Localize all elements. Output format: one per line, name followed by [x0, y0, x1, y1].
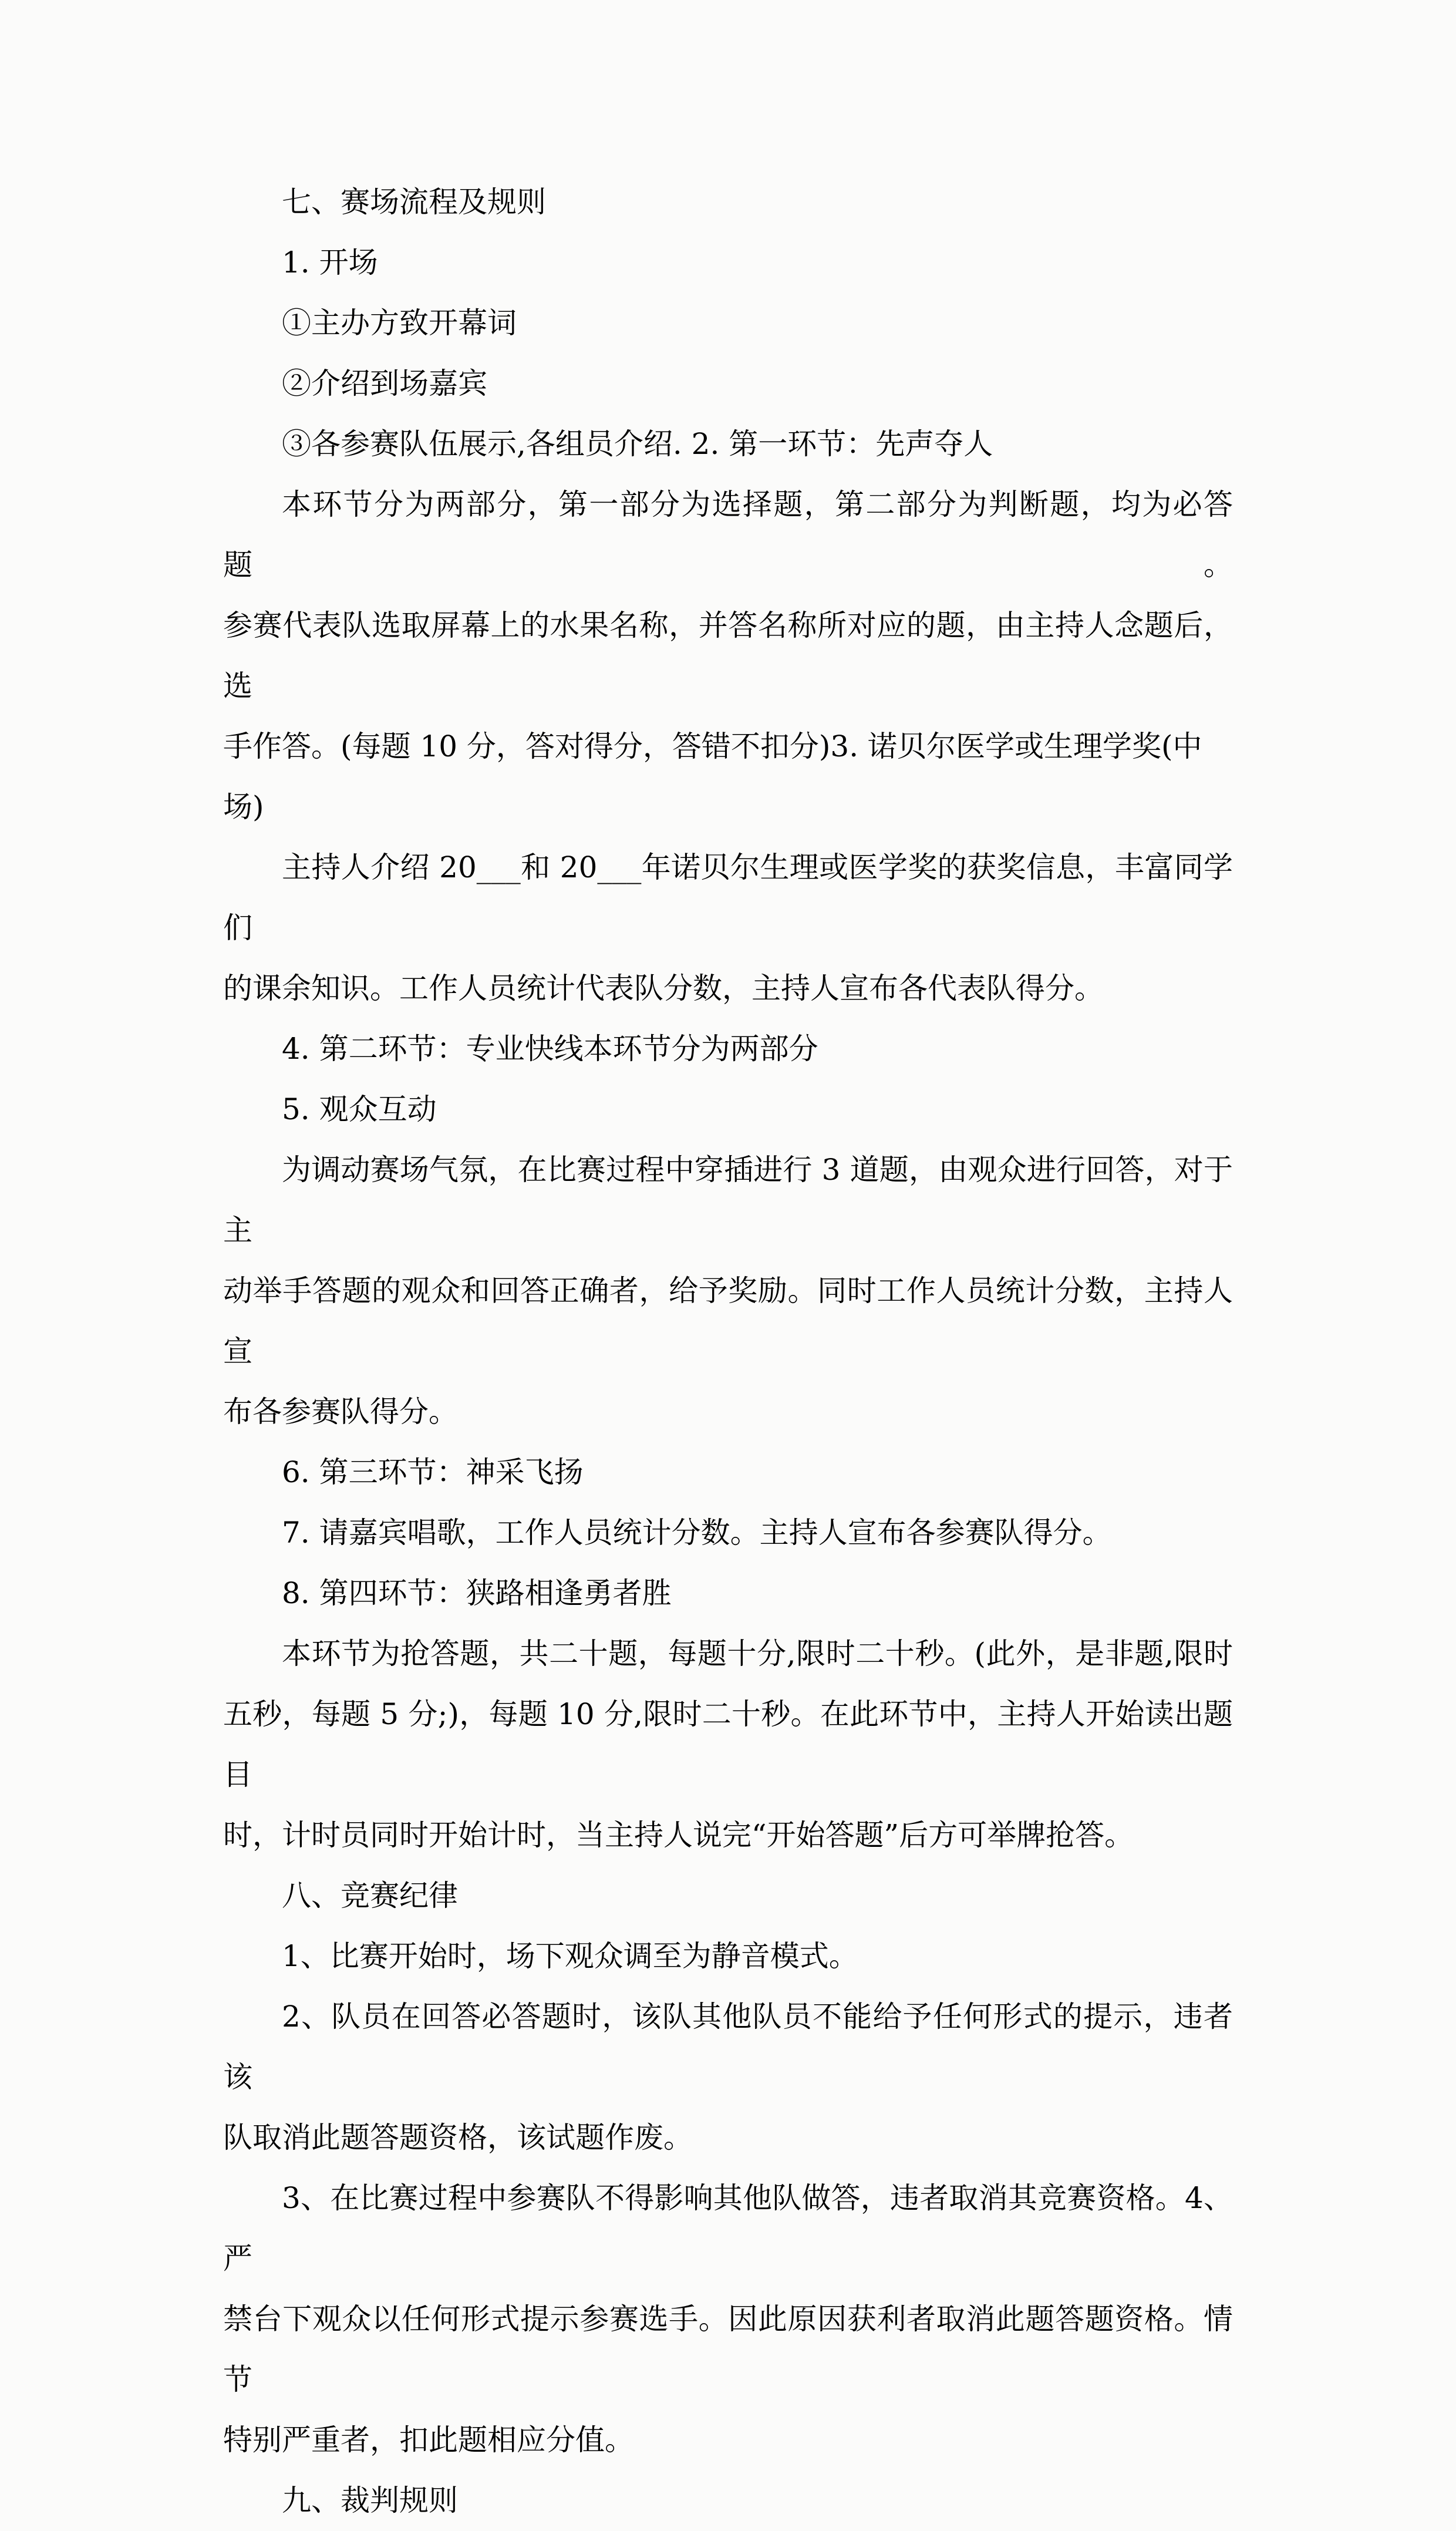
text-line: 2、队员在回答必答题时，该队其他队员不能给予任何形式的提示，违者该 — [223, 2000, 1233, 2094]
text-line: 主持人介绍 20___和 20___年诺贝尔生理或医学奖的获奖信息，丰富同学们 — [223, 850, 1233, 945]
text-line: ③各参赛队伍展示,各组员介绍. 2. 第一环节：先声夺人 — [282, 427, 993, 461]
text-line: 禁台下观众以任何形式提示参赛选手。因此原因获利者取消此题答题资格。情节 — [223, 2302, 1233, 2397]
text-line: 5. 观众互动 — [282, 1092, 437, 1126]
text-line: 7. 请嘉宾唱歌，工作人员统计分数。主持人宣布各参赛队得分。 — [282, 1516, 1112, 1550]
text-line: 4. 第二环节：专业快线本环节分为两部分 — [282, 1032, 818, 1066]
text-line: 的课余知识。工作人员统计代表队分数，主持人宣布各代表队得分。 — [223, 971, 1104, 1005]
text-line: 时，计时员同时开始计时，当主持人说完“开始答题”后方可举牌抢答。 — [223, 1818, 1134, 1852]
text-line: 五秒，每题 5 分;)，每题 10 分,限时二十秒。在此环节中，主持人开始读出题目 — [223, 1697, 1233, 1792]
text-line: 3、在比赛过程中参赛队不得影响其他队做答，违者取消其竞赛资格。4、严 — [223, 2181, 1233, 2276]
text-line: 布各参赛队得分。 — [223, 1395, 458, 1429]
text-line: 动举手答题的观众和回答正确者，给予奖励。同时工作人员统计分数，主持人宣 — [223, 1274, 1233, 1368]
text-line: 队取消此题答题资格，该试题作废。 — [223, 2121, 693, 2155]
text-line: 6. 第三环节：神采飞扬 — [282, 1455, 584, 1489]
text-line: 特别严重者，扣此题相应分值。 — [223, 2423, 634, 2457]
text-line: 1、比赛开始时，场下观众调至为静音模式。 — [282, 1939, 858, 1973]
document-body — [223, 172, 1233, 2531]
text-line: 七、赛场流程及规则 — [282, 185, 546, 219]
text-line: ②介绍到场嘉宾 — [282, 366, 487, 400]
text-line: 8. 第四环节：狭路相逢勇者胜 — [282, 1576, 672, 1610]
text-line: 为调动赛场气氛，在比赛过程中穿插进行 3 道题，由观众进行回答，对于主 — [223, 1153, 1233, 1247]
text-line: 九、裁判规则 — [282, 2483, 458, 2517]
text-line: 1. 开场 — [282, 245, 378, 280]
text-line: 手作答。(每题 10 分，答对得分，答错不扣分)3. 诺贝尔医学或生理学奖(中场) — [223, 729, 1202, 824]
text-line: 本环节分为两部分，第一部分为选择题，第二部分为判断题，均为必答题。 — [223, 487, 1233, 582]
text-line: 本环节为抢答题，共二十题，每题十分,限时二十秒。(此外，是非题,限时 — [282, 1637, 1233, 1671]
text-line: ①主办方致开幕词 — [282, 306, 517, 340]
text-line: 参赛代表队选取屏幕上的水果名称，并答名称所对应的题，由主持人念题后，选 — [223, 608, 1233, 703]
text-line: 八、竞赛纪律 — [282, 1879, 458, 1913]
